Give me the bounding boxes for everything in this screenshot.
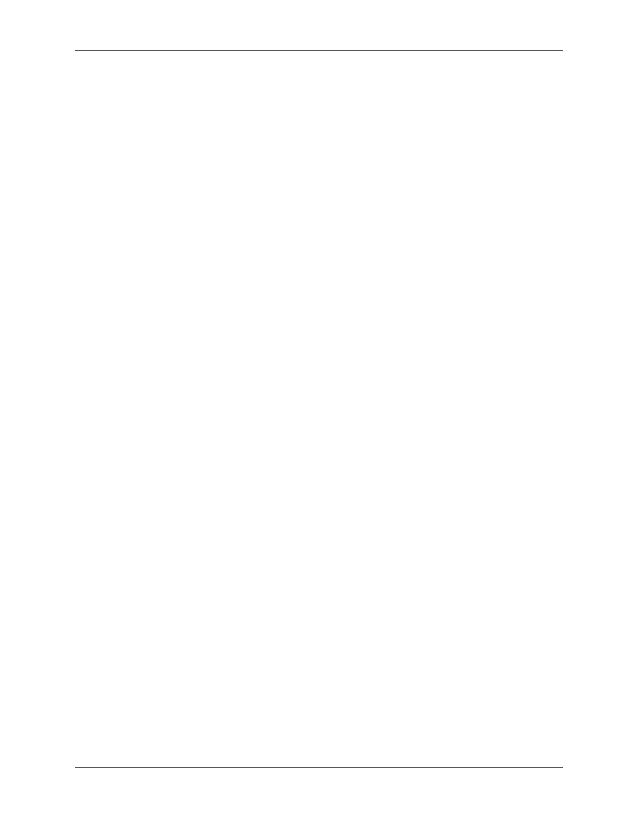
section-heading [75, 316, 83, 338]
running-header [75, 31, 563, 47]
header-divider [75, 50, 563, 51]
running-footer [75, 771, 563, 787]
footer-divider [75, 767, 563, 768]
